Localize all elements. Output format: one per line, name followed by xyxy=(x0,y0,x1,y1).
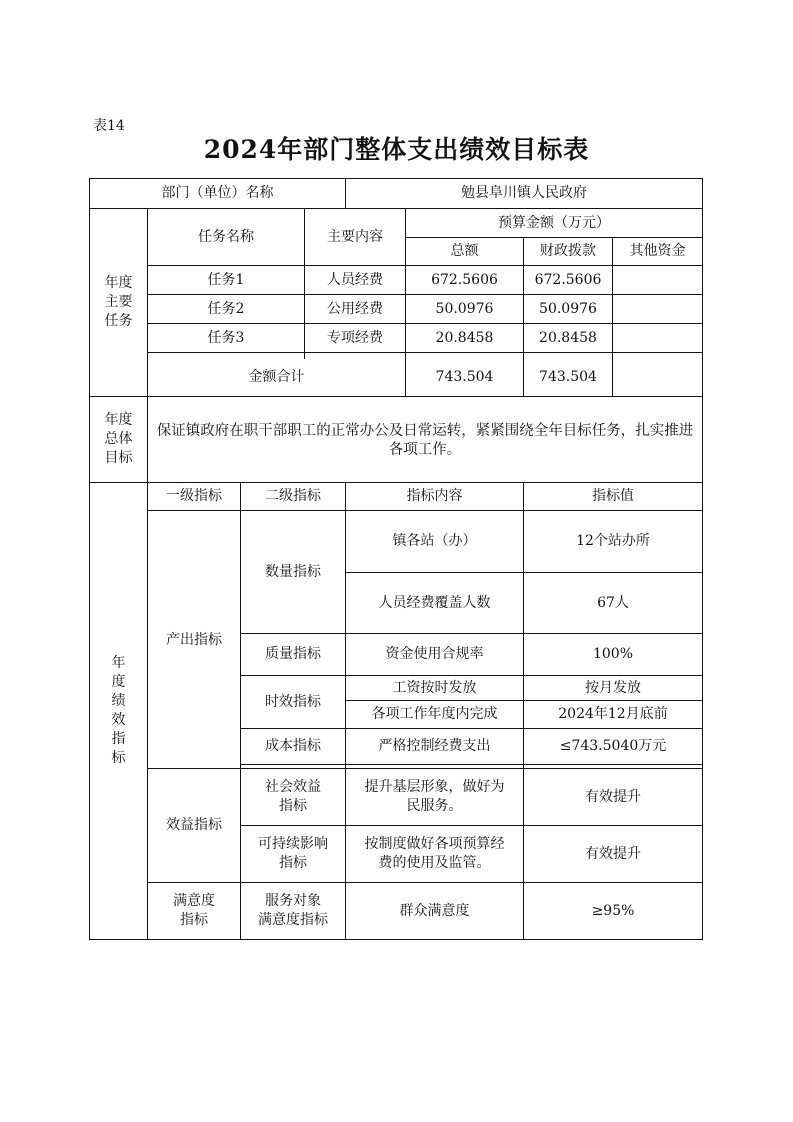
col-other: 其他资金 xyxy=(613,238,703,266)
task-other xyxy=(613,266,703,295)
indicator-row xyxy=(90,511,703,573)
sum-label: 金额合计 xyxy=(148,359,406,397)
page-title: 2024年部门整体支出绩效目标表 xyxy=(203,135,590,164)
sum-other xyxy=(613,359,703,397)
col-level1: 一级指标 xyxy=(148,483,241,511)
task-fiscal: 672.5606 xyxy=(524,266,613,295)
col-level2: 二级指标 xyxy=(241,483,346,511)
indicator-value: 按月发放 xyxy=(524,676,703,701)
indicator-content: 人员经费覆盖人数 xyxy=(346,573,524,634)
output-indicator-label: 产出指标 xyxy=(148,511,241,769)
col-total: 总额 xyxy=(406,238,524,266)
task-total: 50.0976 xyxy=(406,295,524,324)
indicator-row xyxy=(90,883,703,940)
task-content: 专项经费 xyxy=(305,324,406,353)
task-row xyxy=(90,295,703,324)
indicator-content: 资金使用合规率 xyxy=(346,634,524,676)
indicator-content: 工资按时发放 xyxy=(346,676,524,701)
indicator-value: ≥95% xyxy=(524,883,703,940)
indicator-value: 12个站办所 xyxy=(524,511,703,573)
task-fiscal: 20.8458 xyxy=(524,324,613,353)
indicator-value: ≤743.5040万元 xyxy=(524,729,703,765)
table-number: 表14 xyxy=(93,118,125,134)
task-other xyxy=(613,295,703,324)
social-benefit-label: 社会效益 指标 xyxy=(241,769,346,826)
indicator-content: 各项工作年度内完成 xyxy=(346,701,524,729)
indicator-value: 67人 xyxy=(524,573,703,634)
task-name: 任务2 xyxy=(148,295,305,324)
sum-total: 743.504 xyxy=(406,359,524,397)
indicator-value: 有效提升 xyxy=(524,826,703,883)
perf-section-label: 年 度 绩 效 指 标 xyxy=(90,483,148,940)
indicator-content: 群众满意度 xyxy=(346,883,524,940)
indicator-value: 有效提升 xyxy=(524,769,703,826)
service-satisfaction-label: 服务对象 满意度指标 xyxy=(241,883,346,940)
quality-indicator-label: 质量指标 xyxy=(241,634,346,676)
col-main-content: 主要内容 xyxy=(305,209,406,266)
task-content: 公用经费 xyxy=(305,295,406,324)
task-name: 任务1 xyxy=(148,266,305,295)
timeliness-indicator-label: 时效指标 xyxy=(241,676,346,729)
goal-text: 保证镇政府在职干部职工的正常办公及日常运转，紧紧围绕全年目标任务，扎实推进各项工作。 xyxy=(148,397,703,483)
sum-fiscal: 743.504 xyxy=(524,359,613,397)
indicator-value: 2024年12月底前 xyxy=(524,701,703,729)
col-indicator-value: 指标值 xyxy=(524,483,703,511)
indicator-content: 按制度做好各项预算经 费的使用及监管。 xyxy=(346,826,524,883)
indicator-value: 100% xyxy=(524,634,703,676)
task-content: 人员经费 xyxy=(305,266,406,295)
indicator-row xyxy=(90,769,703,826)
task-name: 任务3 xyxy=(148,324,305,353)
sustainable-impact-label: 可持续影响 指标 xyxy=(241,826,346,883)
goal-label: 年度 总体 目标 xyxy=(90,397,148,483)
task-total: 20.8458 xyxy=(406,324,524,353)
task-row xyxy=(90,266,703,295)
indicator-content: 严格控制经费支出 xyxy=(346,729,524,765)
dept-name: 勉县阜川镇人民政府 xyxy=(346,179,703,209)
task-row xyxy=(90,324,703,353)
col-task-name: 任务名称 xyxy=(148,209,305,266)
quantity-indicator-label: 数量指标 xyxy=(241,511,346,634)
performance-target-table xyxy=(89,178,703,940)
indicator-content: 镇各站（办） xyxy=(346,511,524,573)
task-fiscal: 50.0976 xyxy=(524,295,613,324)
col-fiscal: 财政拨款 xyxy=(524,238,613,266)
col-indicator-content: 指标内容 xyxy=(346,483,524,511)
satisfaction-indicator-label: 满意度 指标 xyxy=(148,883,241,940)
task-other xyxy=(613,324,703,353)
dept-label: 部门（单位）名称 xyxy=(90,179,346,209)
task-total: 672.5606 xyxy=(406,266,524,295)
tasks-section-label: 年度 主要 任务 xyxy=(90,209,148,397)
col-budget: 预算金额（万元） xyxy=(406,209,703,238)
cost-indicator-label: 成本指标 xyxy=(241,729,346,765)
benefit-indicator-label: 效益指标 xyxy=(148,769,241,883)
indicator-content: 提升基层形象，做好为 民服务。 xyxy=(346,769,524,826)
sum-row xyxy=(90,359,703,397)
